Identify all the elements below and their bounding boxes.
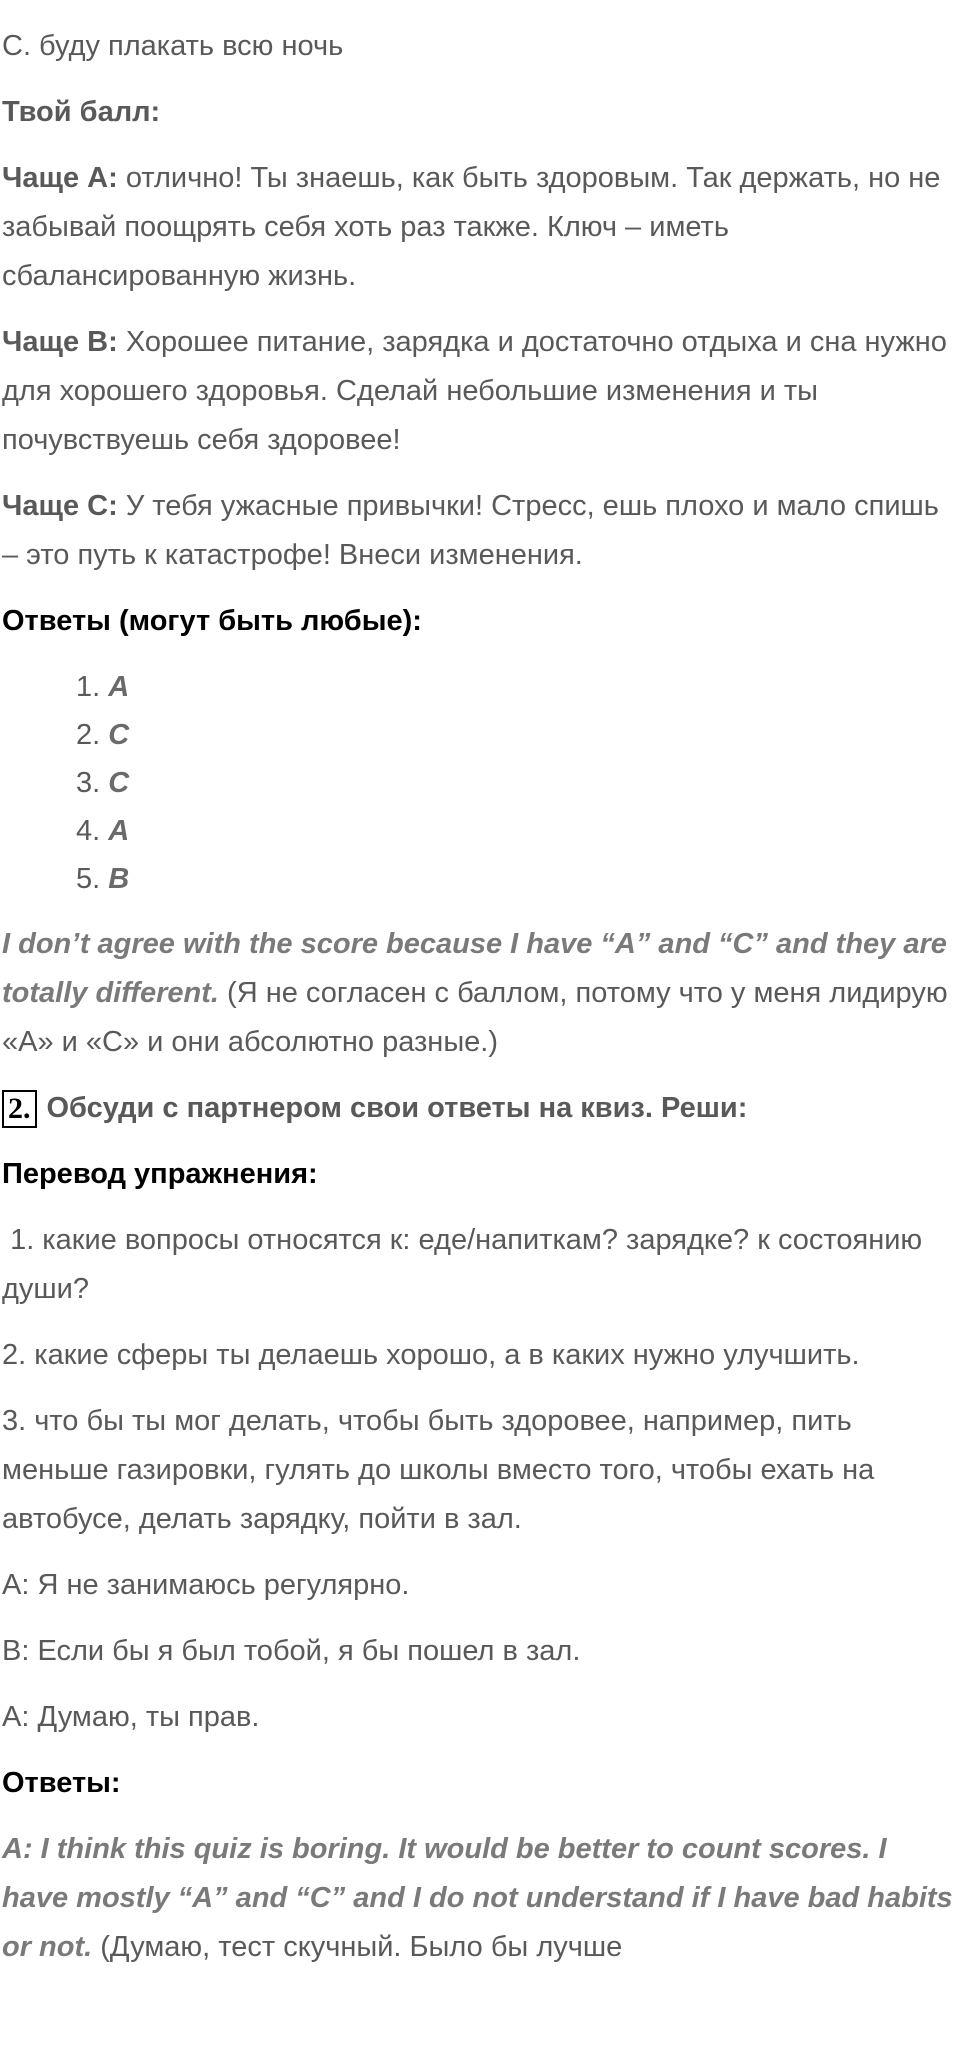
answers-list bbox=[2, 663, 960, 903]
disagree-russian: (Я не согласен с баллом, потому что у меня лидирую «А» и «С» и они абсолютно разные.) bbox=[2, 977, 948, 1058]
dialogue-line-2: B: Если бы я был тобой, я бы пошел в зал. bbox=[2, 1635, 581, 1667]
result-b bbox=[2, 318, 960, 465]
result-a-label: Чаще A: bbox=[2, 162, 118, 194]
result-a-text: отлично! Ты знаешь, как быть здоровым. Так держать, но не забывай поощрять себя хоть раз также. Ключ – иметь сбалансированную жизнь. bbox=[2, 162, 941, 292]
exercise-title: Обсуди с партнером свои ответы на квиз. Реши: bbox=[46, 1092, 748, 1124]
translation-heading: Перевод упражнения: bbox=[2, 1158, 318, 1190]
disagree-paragraph bbox=[2, 920, 960, 1067]
result-b-text: Хорошее питание, зарядка и достаточно отдыха и сна нужно для хорошего здоровья. Сделай небольшие изменения и ты почувствуешь себя здоровее! bbox=[2, 326, 947, 456]
list-item: 5. B bbox=[76, 863, 130, 895]
exercise-heading bbox=[2, 1084, 960, 1133]
translation-item-3: 3. что бы ты мог делать, чтобы быть здоровее, например, пить меньше газировки, гулять до школы вместо того, чтобы ехать на автобусе, делать зарядку, пойти в зал. bbox=[2, 1405, 875, 1535]
answers2-heading: Ответы: bbox=[2, 1767, 121, 1799]
result-c-text: У тебя ужасные привычки! Стресс, ешь плохо и мало спишь – это путь к катастрофе! Внеси изменения. bbox=[2, 490, 939, 571]
result-c bbox=[2, 482, 960, 580]
list-item: 3. C bbox=[76, 767, 130, 799]
result-c-label: Чаще C: bbox=[2, 490, 118, 522]
exercise-number-box: 2. bbox=[2, 1090, 37, 1128]
option-c-line: С. буду плакать всю ночь bbox=[2, 30, 344, 62]
translation-item-1: 1. какие вопросы относятся к: еде/напиткам? зарядке? к состоянию души? bbox=[2, 1224, 931, 1305]
list-item: 1. A bbox=[76, 671, 130, 703]
dialogue-line-1: A: Я не занимаюсь регулярно. bbox=[2, 1569, 410, 1601]
score-heading: Твой балл: bbox=[2, 96, 161, 128]
document-page bbox=[0, 22, 960, 2053]
list-item: 4. A bbox=[76, 815, 130, 847]
disagree-english: I don’t agree with the score because I have “A” and “C” and they are totally different. bbox=[2, 928, 947, 1009]
final-answer-english: A: I think this quiz is boring. It would be better to count scores. I have mostly “A” and “C” and I do not understand if I have bad habits or not. bbox=[2, 1833, 953, 1963]
final-answer-russian: (Думаю, тест скучный. Было бы лучше bbox=[92, 1931, 623, 1963]
list-item: 2. C bbox=[76, 719, 130, 751]
translation-item-2: 2. какие сферы ты делаешь хорошо, а в каких нужно улучшить. bbox=[2, 1339, 860, 1371]
dialogue-line-3: A: Думаю, ты прав. bbox=[2, 1701, 260, 1733]
result-a bbox=[2, 154, 960, 301]
result-b-label: Чаще B: bbox=[2, 326, 118, 358]
answers-heading: Ответы (могут быть любые): bbox=[2, 605, 422, 637]
final-answer-paragraph bbox=[2, 1825, 960, 1972]
